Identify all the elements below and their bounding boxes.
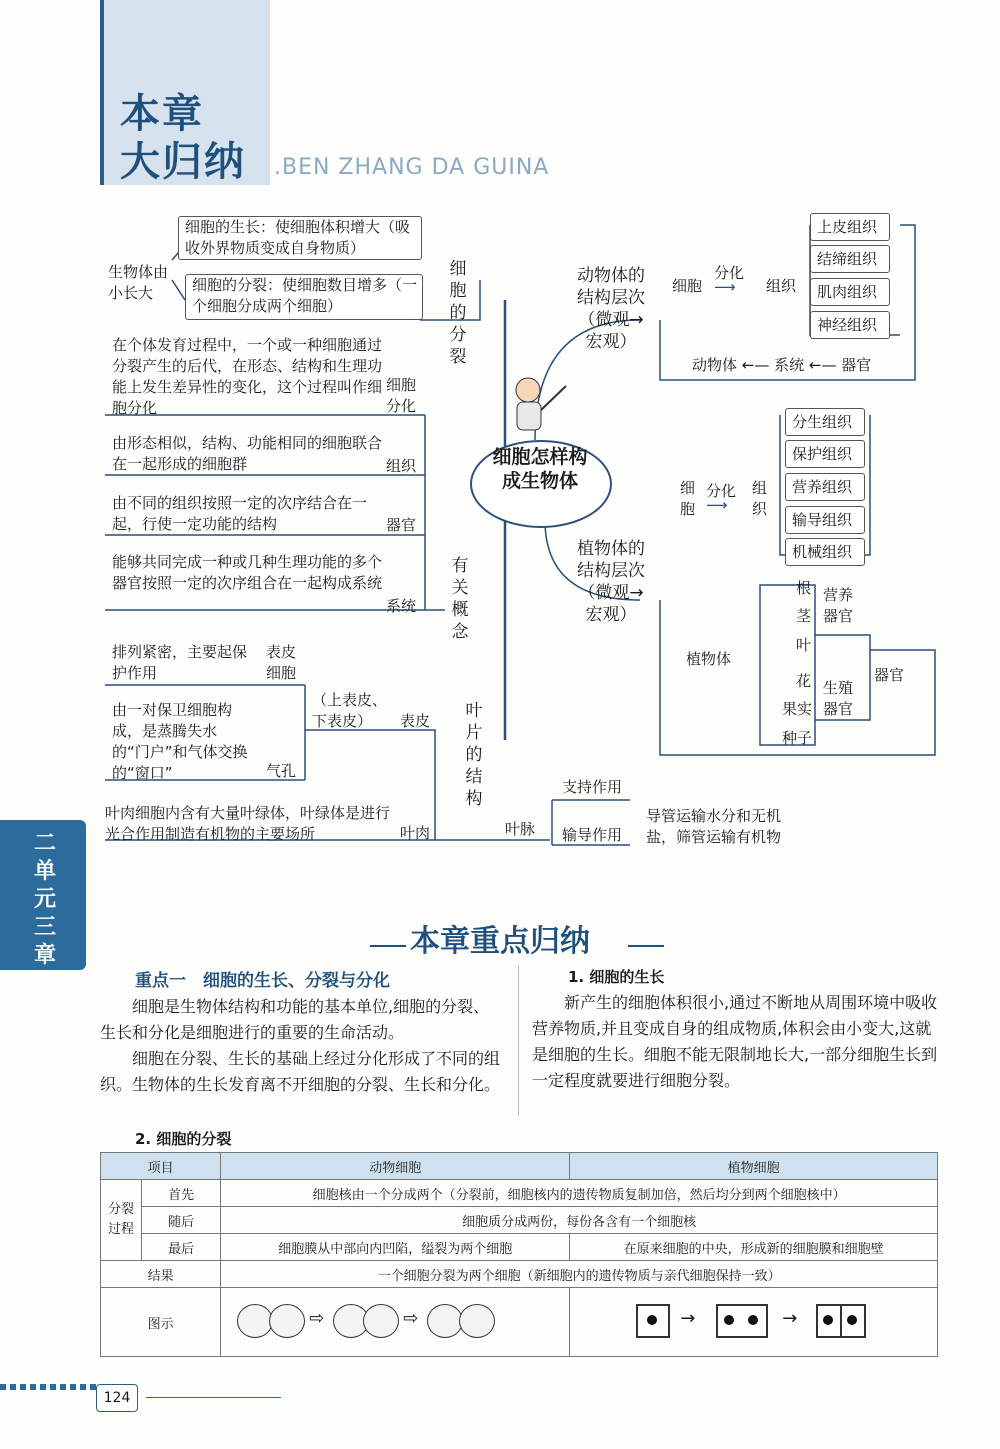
animal-cell-icon [427, 1304, 463, 1338]
plant-tissue-4: 机械组织 [792, 543, 853, 561]
plant-organ: 器官 [874, 666, 905, 684]
header-title-line1: 本章 [120, 91, 204, 137]
division-title: 2. 细胞的分裂 [135, 1130, 232, 1148]
animal-cell-icon [269, 1304, 305, 1338]
table-then-text: 细胞质分成两份，每份各含有一个细胞核 [221, 1207, 938, 1234]
division-text: 细胞的分裂：使细胞数目增多（一个细胞分成两个细胞） [192, 276, 418, 315]
table-diagram-animal [221, 1288, 570, 1357]
plant-tissue-box-3 [785, 506, 865, 534]
branch-leaf: 叶片的结构 [465, 701, 483, 809]
arrow-icon: ⇨ [309, 1308, 325, 1329]
table-first-text: 细胞核由一个分成两个（分裂前，细胞核内的遗传物质复制加倍，然后均分到两个细胞核中） [221, 1180, 938, 1207]
table-header-plant: 植物细胞 [570, 1153, 938, 1180]
plant-veg-organ: 营养器官 [823, 586, 854, 625]
concept-text-2: 由不同的组织按照一定的次序结合在一起，行使一定功能的结构 [112, 494, 368, 533]
center-node-label: 细胞怎样构成生物体 [492, 446, 588, 492]
plant-tissue-box-0 [785, 408, 865, 436]
animal-tissue-box-2 [810, 278, 890, 306]
stoma-term: 气孔 [266, 762, 297, 780]
plant-tissue-box-4 [785, 538, 865, 566]
table-last-animal: 细胞膜从中部向内凹陷，缢裂为两个细胞 [221, 1234, 570, 1261]
plant-tissue-3: 输导组织 [792, 511, 853, 529]
animal-tissue-0: 上皮组织 [817, 218, 878, 236]
table-header-item: 项目 [101, 1153, 221, 1180]
branch-animal: 动物体的结构层次（微观→宏观） [577, 266, 645, 352]
vein-term: 叶脉 [505, 820, 536, 838]
plant-organ-5: 种子 [782, 729, 813, 747]
table-result-text: 一个细胞分裂为两个细胞（新细胞内的遗传物质与亲代细胞保持一致） [221, 1261, 938, 1288]
title-rule-left [370, 945, 406, 947]
growth-text-para: 新产生的细胞体积很小,通过不断地从周围环境中吸收营养物质,并且变成自身的组成物质,体积会由小变大,这就是细胞的生长。细胞不能无限制地长大,一部分细胞生长到一定程度就要进行细胞分裂。 [532, 993, 938, 1090]
table-result-label: 结果 [101, 1261, 221, 1288]
page-number: 124 [96, 1384, 138, 1412]
section-title: 本章重点归纳 [410, 924, 590, 959]
arrow-icon: → [782, 1308, 798, 1329]
cell-division-table [100, 1152, 938, 1357]
epi-cell-term: 表皮细胞 [266, 643, 297, 682]
epidermis-term: 表皮 [400, 712, 431, 730]
animal-cell-icon [363, 1304, 399, 1338]
table-first-label: 首先 [142, 1180, 221, 1207]
concept-term-2: 器官 [386, 516, 417, 534]
unit-side-tab-label: 二单元三章 [33, 831, 56, 968]
header-title-line2: 大归纳 [120, 139, 246, 185]
concept-text-0: 在个体发育过程中，一个或一种细胞通过分裂产生的后代，在形态、结构和生理功能上发生差异性的变化，这个过程叫作细胞分化 [112, 336, 383, 417]
animal-tissue-box-0 [810, 213, 890, 241]
point1-title: 重点一 细胞的生长、分裂与分化 [135, 971, 390, 991]
plant-tissue-0: 分生组织 [792, 413, 853, 431]
animal-tissue-box-1 [810, 245, 890, 273]
animal-cell-icon [459, 1304, 495, 1338]
concept-text-1: 由形态相似，结构、功能相同的细胞联合在一起形成的细胞群 [112, 434, 383, 473]
plant-cell: 细胞 [680, 479, 696, 518]
plant-organ-3: 花 [796, 672, 812, 690]
vein-support: 支持作用 [562, 778, 623, 796]
plant-rep-organ: 生殖器官 [823, 679, 854, 718]
animal-tissue-box-3 [810, 311, 890, 339]
vein-transport-desc: 导管运输水分和无机盐，筛管运输有机物 [646, 807, 782, 846]
concept-term-3: 系统 [386, 597, 417, 615]
arrow-icon: → [680, 1308, 696, 1329]
footer-dots [0, 1384, 96, 1390]
footer-rule [146, 1397, 281, 1398]
growth-box [178, 216, 422, 260]
division-box [185, 274, 423, 320]
table-header-animal: 动物细胞 [221, 1153, 570, 1180]
plant-tissue: 组织 [752, 479, 768, 518]
animal-tissue-2: 肌肉组织 [817, 283, 878, 301]
plant-cell-icon [840, 1304, 866, 1338]
plant-tissue-2: 营养组织 [792, 478, 853, 496]
column-divider [518, 966, 519, 1116]
animal-tissue-3: 神经组织 [817, 316, 878, 334]
branch-concepts: 有关概念 [451, 556, 469, 642]
plant-cell-icon [816, 1304, 842, 1338]
plant-cell-icon [636, 1304, 670, 1338]
teacher-figure [500, 372, 570, 442]
mesophyll-term: 叶肉 [400, 824, 431, 842]
plant-tissue-1: 保护组织 [792, 445, 853, 463]
point1-p1: 细胞是生物体结构和功能的基本单位,细胞的分裂、生长和分化是细胞进行的重要的生命活动。 [100, 997, 490, 1042]
table-process-label: 分裂过程 [101, 1180, 142, 1261]
root-growth-label: 生物体由小长大 [108, 263, 169, 302]
plant-arrow-icon: ⟶ [706, 496, 728, 514]
table-last-plant: 在原来细胞的中央，形成新的细胞膜和细胞壁 [570, 1234, 938, 1261]
plant-organ-0: 根 [796, 579, 812, 597]
animal-chain: 动物体 ←— 系统 ←— 器官 [692, 356, 872, 374]
title-rule-right [628, 945, 664, 947]
animal-cell-icon [237, 1304, 273, 1338]
growth-text: 细胞的生长：使细胞体积增大（吸收外界物质变成自身物质） [185, 218, 411, 257]
table-diagram-label: 图示 [101, 1288, 221, 1357]
animal-diff: 分化 [714, 264, 745, 282]
mesophyll-desc: 叶肉细胞内含有大量叶绿体，叶绿体是进行光合作用制造有机物的主要场所 [105, 804, 391, 843]
concept-term-1: 组织 [386, 457, 417, 475]
plant-tissue-box-2 [785, 473, 865, 501]
concept-text-3: 能够共同完成一种或几种生理功能的多个器官按照一定的次序组合在一起构成系统 [112, 553, 383, 592]
plant-organ-4: 果实 [782, 700, 813, 718]
plant-tissue-box-1 [785, 440, 865, 468]
branch-cell-division: 细胞的分裂 [449, 259, 467, 367]
animal-tissue-1: 结缔组织 [817, 250, 878, 268]
plant-diff: 分化 [706, 482, 737, 500]
animal-tissue: 组织 [766, 277, 797, 295]
growth-title: 1. 细胞的生长 [568, 968, 665, 986]
plant-organ-1: 茎 [796, 607, 812, 625]
branch-plant: 植物体的结构层次（微观→宏观） [577, 539, 645, 625]
header-subtitle: .BEN ZHANG DA GUINA [274, 155, 550, 180]
arrow-icon: ⇨ [403, 1308, 419, 1329]
vein-transport: 输导作用 [562, 826, 623, 844]
animal-cell: 细胞 [672, 277, 703, 295]
epidermis-note: （上表皮、下表皮） [312, 691, 388, 730]
plant-body: 植物体 [686, 650, 732, 668]
table-then-label: 随后 [142, 1207, 221, 1234]
table-diagram-plant [570, 1288, 938, 1357]
plant-cell-icon [716, 1304, 768, 1338]
point1-p2: 细胞在分裂、生长的基础上经过分化形成了不同的组织。生物体的生长发育离不开细胞的分裂、生长和分化。 [100, 1049, 501, 1094]
animal-arrow-icon: ⟶ [714, 278, 736, 296]
concept-term-0: 细胞分化 [386, 376, 417, 415]
table-last-label: 最后 [142, 1234, 221, 1261]
epi-cell-desc: 排列紧密，主要起保护作用 [112, 643, 248, 682]
stoma-desc: 由一对保卫细胞构成，是蒸腾失水的“门户”和气体交换的“窗口” [112, 701, 248, 782]
plant-organ-2: 叶 [796, 636, 812, 654]
